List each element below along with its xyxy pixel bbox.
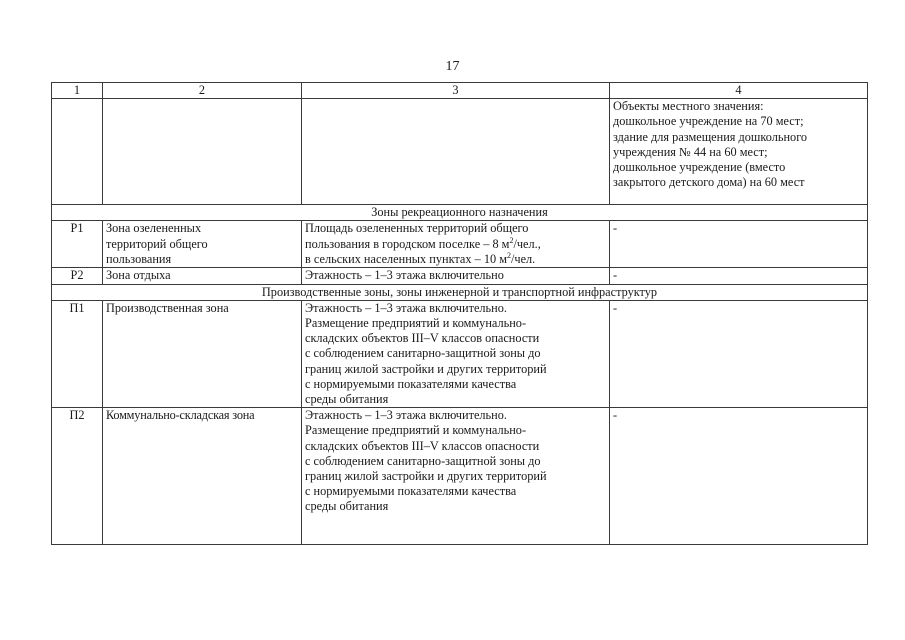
zone-objects: - [610,408,868,545]
text-line: территорий общего [106,236,208,251]
text-line: с нормируемыми показателями качества [305,376,517,391]
table-row-p1 [52,300,868,407]
text-line: среды обитания [305,392,389,407]
zone-name [103,221,302,268]
text-line: границ жилой застройки и других территорий [305,361,547,376]
zone-name: Коммунально-складская зона [103,408,302,545]
zone-code: П1 [52,300,103,407]
zone-code: Р2 [52,268,103,284]
text-line: с нормируемыми показателями качества [305,484,517,499]
section-row-industrial [52,284,868,300]
text-line: Площадь озелененных территорий общего [305,221,529,236]
text-line: здание для размещения дошкольного [613,129,808,144]
header-col-4: 4 [610,83,868,99]
text-line [305,252,606,267]
text-line: Объекты местного значения: [613,99,764,114]
text-line: среды обитания [305,499,389,514]
zones-table [51,82,868,545]
text-line: Зона озелененных [106,221,202,236]
zone-objects: - [610,300,868,407]
text-line: дошкольное учреждение на 70 мест; [613,114,804,129]
text-fragment: /чел. [510,251,536,266]
header-col-1: 1 [52,83,103,99]
text-fragment: пользования в городском поселке – 8 м [305,236,510,251]
text-line: с соблюдением санитарно-защитной зоны до [305,453,541,468]
text-fragment: в сельских населенных пунктах – 10 м [305,251,507,266]
text-line: Этажность – 1–3 этажа включительно. [305,408,507,423]
superscript: 2 [506,250,511,260]
header-col-3: 3 [302,83,610,99]
zone-objects: - [610,268,868,284]
zone-name: Производственная зона [103,300,302,407]
zone-parameters [302,408,610,545]
text-line: с соблюдением санитарно-защитной зоны до [305,346,541,361]
superscript: 2 [509,235,514,245]
cell-local-objects [610,99,868,205]
text-line [305,237,606,252]
table-row-r1 [52,221,868,268]
zone-objects: - [610,221,868,268]
text-line: учреждения № 44 на 60 мест; [613,144,768,159]
page-number: 17 [445,59,460,74]
zone-parameters: Этажность – 1–3 этажа включительно [302,268,610,284]
text-line: Размещение предприятий и коммунально- [305,316,527,331]
text-line: Этажность – 1–3 этажа включительно. [305,300,507,315]
zone-code: Р1 [52,221,103,268]
section-heading: Зоны рекреационного назначения [52,205,868,221]
section-row-recreation [52,205,868,221]
text-line: складских объектов III–V классов опасности [305,331,540,346]
text-line: дошкольное учреждение (вместо [613,160,786,175]
text-line: границ жилой застройки и других территорий [305,469,547,484]
table-row-p2 [52,408,868,545]
text-line: Размещение предприятий и коммунально- [305,423,527,438]
cell-empty [302,99,610,205]
cell-empty [103,99,302,205]
zone-parameters [302,300,610,407]
table-row-continuation [52,99,868,205]
zone-parameters [302,221,610,268]
table-header-row [52,83,868,99]
text-line: пользования [106,251,172,266]
cell-empty [52,99,103,205]
text-fragment: /чел., [513,236,541,251]
table-row-r2 [52,268,868,284]
zone-name: Зона отдыха [103,268,302,284]
header-col-2: 2 [103,83,302,99]
text-line: закрытого детского дома) на 60 мест [613,175,805,190]
section-heading: Производственные зоны, зоны инженерной и транспортной инфраструктур [52,284,868,300]
zone-code: П2 [52,408,103,545]
text-line: складских объектов III–V классов опасности [305,438,540,453]
